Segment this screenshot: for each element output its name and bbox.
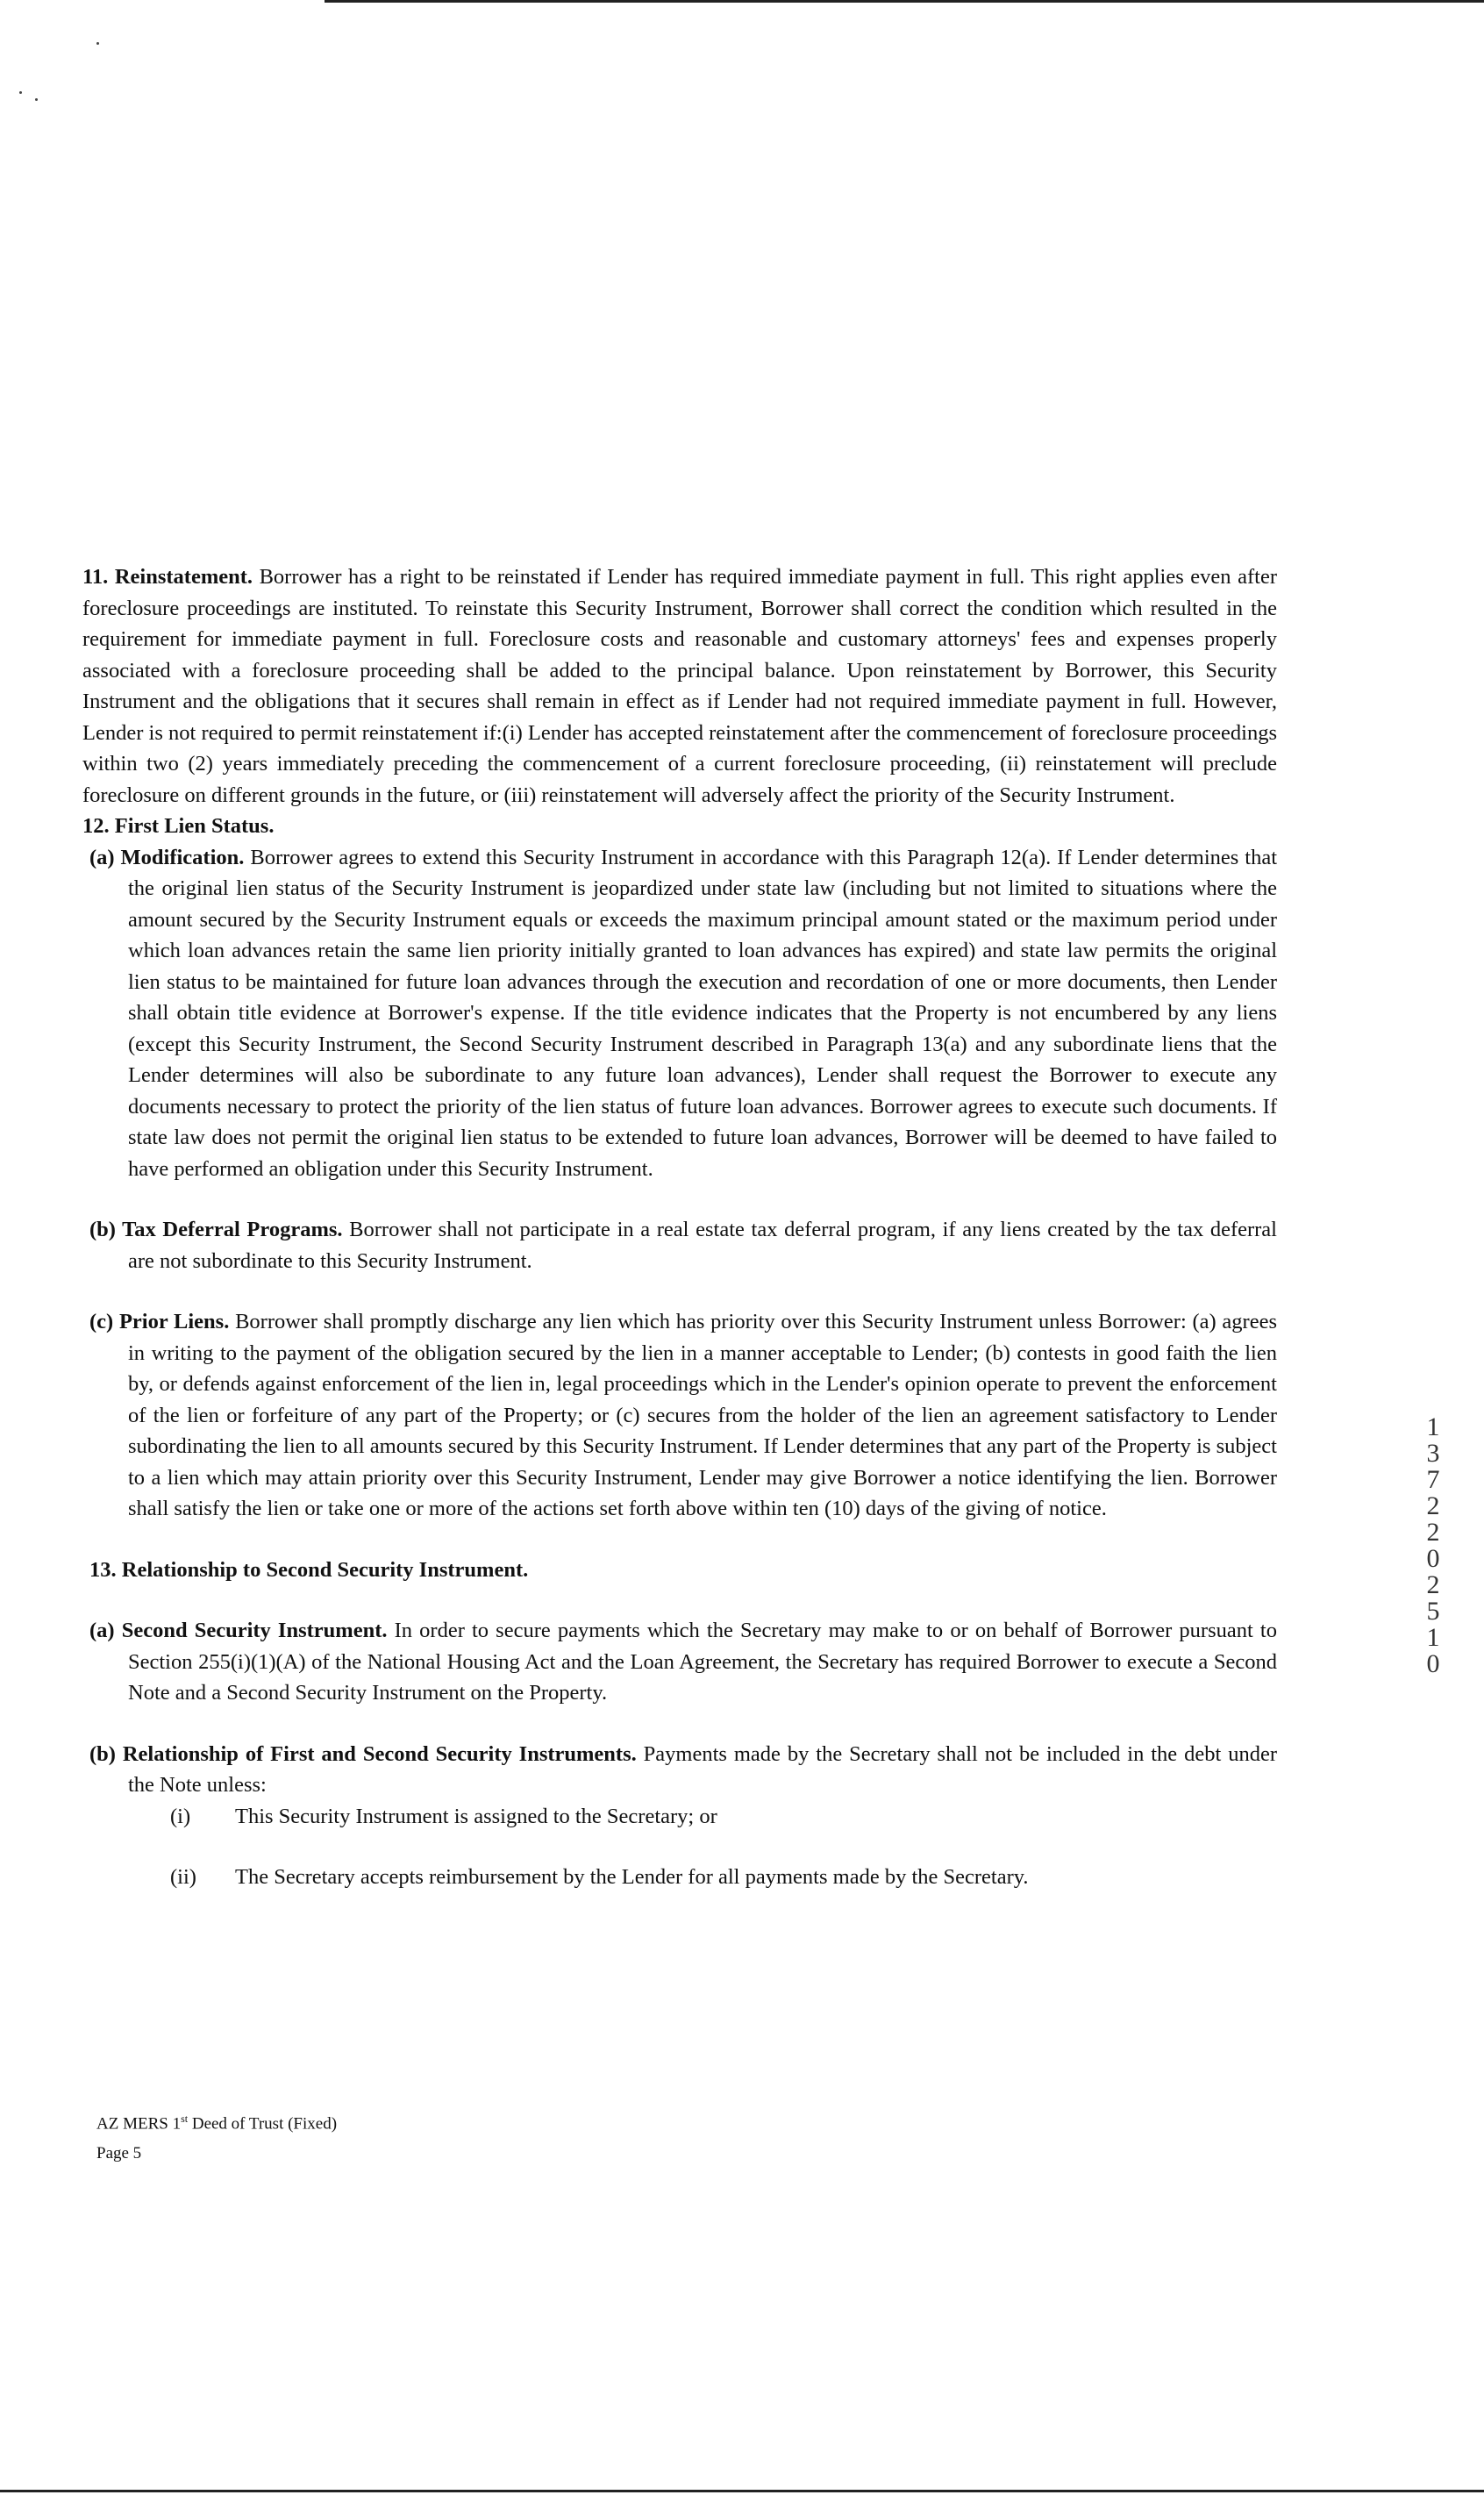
form-name-suffix: Deed of Trust (Fixed)	[188, 2114, 338, 2134]
section-11-heading: 11. Reinstatement.	[82, 565, 253, 589]
list-item	[170, 1862, 1277, 1893]
recording-number-stamp	[1416, 1414, 1451, 1677]
stamp-digit: 3	[1426, 1439, 1440, 1468]
scan-speck	[19, 91, 22, 94]
scan-speck	[35, 98, 38, 101]
section-11	[82, 561, 1277, 811]
page-number: Page 5	[96, 2144, 142, 2163]
list-item-number: (i)	[170, 1804, 191, 1828]
stamp-digit: 2	[1426, 1570, 1440, 1599]
section-12a-heading: (a) Modification.	[89, 845, 245, 869]
stamp-digit: 1	[1426, 1412, 1440, 1441]
form-name-sup: st	[181, 2113, 189, 2125]
form-name-prefix: AZ MERS 1	[96, 2114, 182, 2134]
section-13b-heading: (b) Relationship of First and Second Security Instruments.	[89, 1741, 637, 1766]
stamp-digit: 0	[1426, 1649, 1440, 1678]
section-12c	[89, 1306, 1277, 1525]
scan-speck	[96, 42, 99, 45]
section-13b	[89, 1739, 1277, 1801]
stamp-digit: 5	[1426, 1597, 1440, 1626]
section-12b	[89, 1214, 1277, 1276]
stamp-digit: 0	[1426, 1544, 1440, 1573]
stamp-digit: 2	[1426, 1491, 1440, 1520]
section-12a	[89, 842, 1277, 1185]
section-13a-heading: (a) Second Security Instrument.	[89, 1619, 388, 1642]
stamp-digit: 2	[1426, 1518, 1440, 1547]
section-13a	[89, 1615, 1277, 1709]
section-11-body: Borrower has a right to be reinstated if Lender has required immediate payment in full. This right applies even after foreclosure proceedings are instituted. To reinstate this Security Instrument, Borrower shall correct the condition which resulted in the requirement for immediate payment in full. Foreclosure costs and reasonable and customary attorneys' fees and expenses properly associated with a foreclosure proceeding shall be added to the principal balance. Upon reinstatement by Borrower, this Security Instrument and the obligations that it secures shall remain in effect as if Lender had not required immediate payment in full. However, Lender is not required to permit reinstatement if:(i) Lender has accepted reinstatement after the commencement of foreclosure proceedings within two (2) years immediately preceding the commencement of a current foreclosure proceeding, (ii) reinstatement will preclude foreclosure on different grounds in the future, or (iii) reinstatement will adversely affect the priority of the Security Instrument.	[82, 565, 1278, 807]
page-footer	[96, 2104, 337, 2169]
stamp-digit: 1	[1426, 1623, 1440, 1652]
section-12c-body: Borrower shall promptly discharge any lien which has priority over this Security Instrument unless Borrower: (a) agrees in writing to the payment of the obligation secured by the lien in a manner acceptable to Lender; (b) contests in good faith the lien by, or defends against enforcement of the lien in, legal proceedings which in the Lender's opinion operate to prevent the enforcement of the lien or forfeiture of any part of the Property; or (c) secures from the holder of the lien an agreement satisfactory to Lender subordinating the lien to all amounts secured by this Security Instrument. If Lender determines that any part of the Property is subject to a lien which may attain priority over this Security Instrument, Lender may give Borrower a notice identifying the lien. Borrower shall satisfy the lien or take one or more of the actions set forth above within ten (10) days of the giving of notice.	[128, 1310, 1277, 1520]
scan-edge-top	[325, 0, 1484, 3]
section-13b-body: Payments made by the Secretary shall not be included in the debt under the Note unless:	[128, 1741, 1277, 1797]
stamp-digit: 7	[1426, 1465, 1440, 1494]
section-12c-heading: (c) Prior Liens.	[89, 1310, 230, 1333]
section-12b-body: Borrower shall not participate in a real estate tax deferral program, if any liens created by the tax deferral are not subordinate to this Security Instrument.	[128, 1218, 1277, 1273]
list-item	[170, 1801, 1277, 1833]
document-body	[82, 561, 1277, 1923]
section-12b-heading: (b) Tax Deferral Programs.	[89, 1218, 343, 1241]
section-12-heading: 12. First Lien Status.	[82, 814, 275, 838]
section-12a-body: Borrower agrees to extend this Security Instrument in accordance with this Paragraph 12(a). If Lender determines that the original lien status of the Security Instrument is jeopardized under state law (including but not limited to situations where the amount secured by the Security Instrument equals or exceeds the maximum principal amount stated or the maximum period under which loan advances retain the same lien priority initially granted to loan advances has expired) and state law permits the original lien status to be maintained for future loan advances through the execution and recordation of one or more documents, then Lender shall obtain title evidence at Borrower's expense. If the title evidence indicates that the Property is not encumbered by any liens (except this Security Instrument, the Second Security Instrument described in Paragraph 13(a) and any subordinate liens that the Lender determines will also be subordinate to any future loan advances), Lender shall request the Borrower to execute any documents necessary to protect the priority of the lien status of future loan advances. Borrower agrees to execute such documents. If state law does not permit the original lien status to be extended to future loan advances, Borrower will be deemed to have failed to have performed an obligation under this Security Instrument.	[128, 845, 1278, 1181]
scan-edge-bottom	[0, 2490, 1484, 2492]
form-name	[96, 2104, 337, 2139]
list-item-text: The Secretary accepts reimbursement by the Lender for all payments made by the Secretary.	[235, 1865, 1029, 1889]
list-item-number: (ii)	[170, 1865, 196, 1889]
list-item-text: This Security Instrument is assigned to the Secretary; or	[235, 1804, 717, 1828]
section-13-heading: 13. Relationship to Second Security Instrument.	[89, 1557, 529, 1582]
section-13a-body: In order to secure payments which the Secretary may make to or on behalf of Borrower pursuant to Section 255(i)(1)(A) of the National Housing Act and the Loan Agreement, the Secretary has required Borrower to execute a Second Note and a Second Security Instrument on the Property.	[128, 1619, 1277, 1705]
